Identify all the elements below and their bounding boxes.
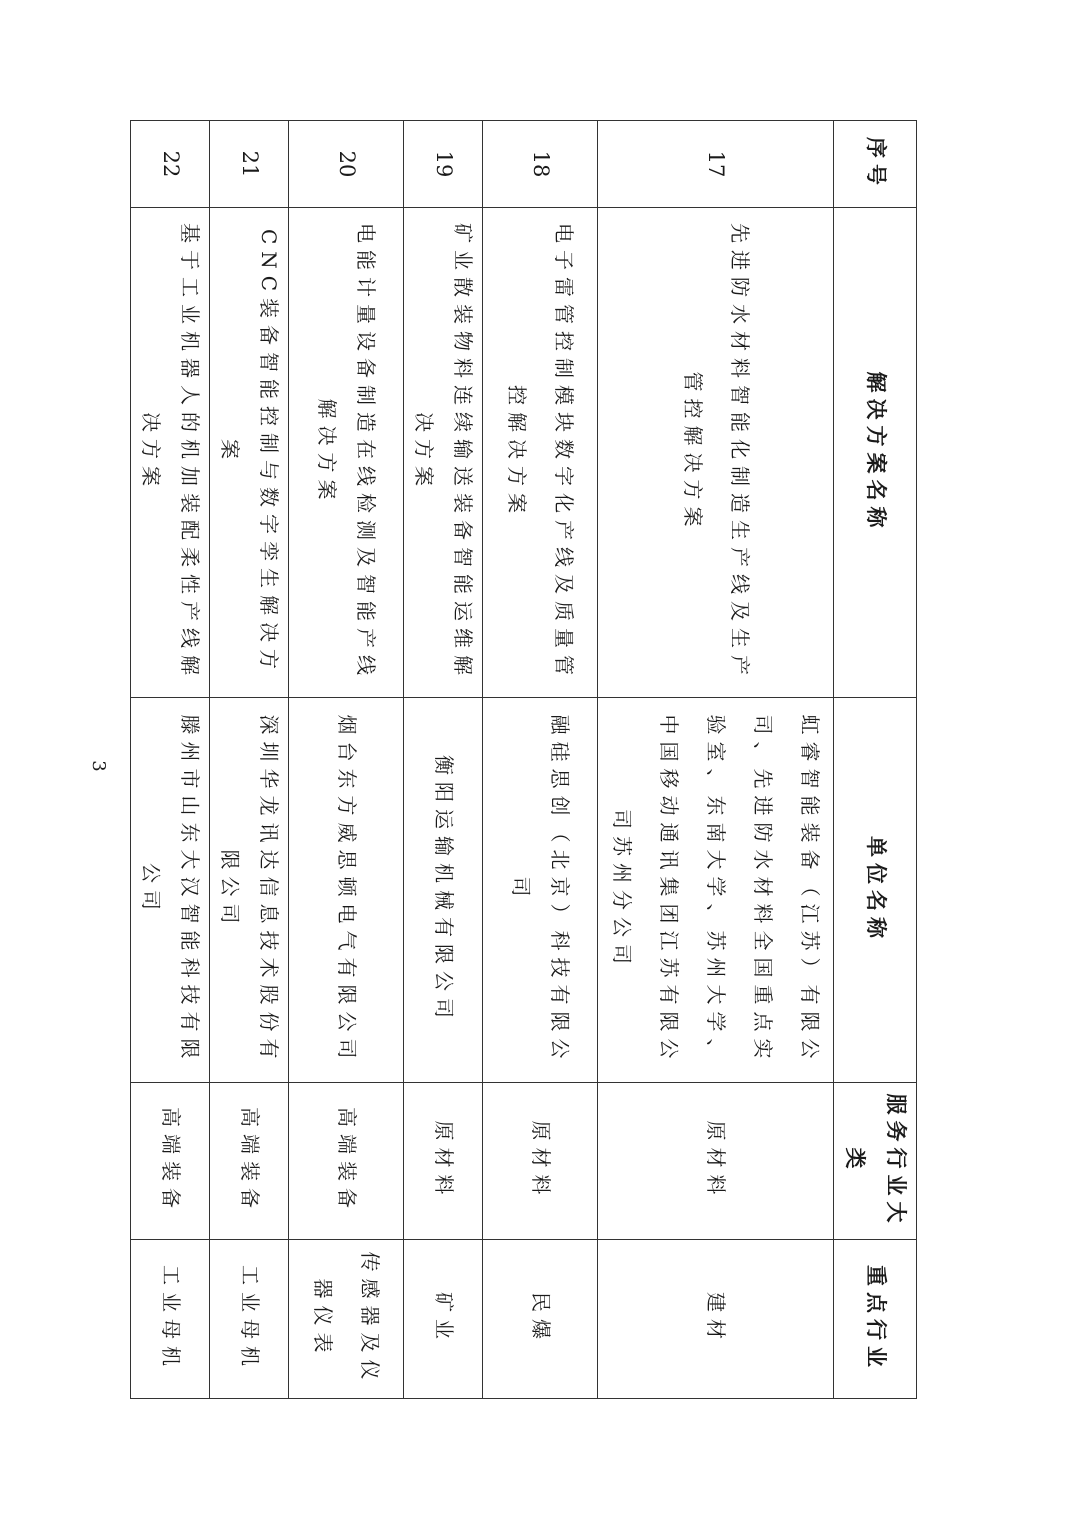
cell-org: 深圳华龙讯达信息技术股份有限公司 xyxy=(210,698,289,1083)
cell-category: 原材料 xyxy=(483,1083,598,1240)
rotated-table xyxy=(139,120,917,1398)
table-row xyxy=(404,121,483,1399)
cell-no: 20 xyxy=(289,121,404,208)
cell-org: 虹睿智能装备（江苏）有限公司、先进防水材料全国重点实验室、东南大学、苏州大学、中国移动通讯集团江苏有限公司苏州分公司 xyxy=(598,698,834,1083)
cell-industry: 民爆 xyxy=(483,1240,598,1399)
cell-industry: 工业母机 xyxy=(131,1240,210,1399)
cell-industry: 工业母机 xyxy=(210,1240,289,1399)
cell-category: 高端装备 xyxy=(289,1083,404,1240)
cell-no: 17 xyxy=(598,121,834,208)
cell-category: 原材料 xyxy=(404,1083,483,1240)
cell-category: 高端装备 xyxy=(131,1083,210,1240)
table-row xyxy=(598,121,834,1399)
cell-no: 18 xyxy=(483,121,598,208)
cell-no: 22 xyxy=(131,121,210,208)
cell-no: 19 xyxy=(404,121,483,208)
table-row xyxy=(131,121,210,1399)
cell-category: 原材料 xyxy=(598,1083,834,1240)
table-row xyxy=(210,121,289,1399)
cell-solution: 先进防水材料智能化制造生产线及生产管控解决方案 xyxy=(598,208,834,698)
page-number: 3 xyxy=(88,760,109,772)
table-row xyxy=(289,121,404,1399)
cell-category: 高端装备 xyxy=(210,1083,289,1240)
cell-solution: 矿业散装物料连续输送装备智能运维解决方案 xyxy=(404,208,483,698)
table-row xyxy=(483,121,598,1399)
cell-org: 烟台东方威思顿电气有限公司 xyxy=(289,698,404,1083)
cell-solution: 电能计量设备制造在线检测及智能产线解决方案 xyxy=(289,208,404,698)
cell-no: 21 xyxy=(210,121,289,208)
cell-industry: 传感器及仪器仪表 xyxy=(289,1240,404,1399)
header-category: 服务行业大类 xyxy=(834,1083,917,1240)
cell-industry: 矿业 xyxy=(404,1240,483,1399)
cell-solution: CNC装备智能控制与数字孪生解决方案 xyxy=(210,208,289,698)
cell-industry: 建材 xyxy=(598,1240,834,1399)
solutions-table xyxy=(130,120,917,1399)
cell-solution: 基于工业机器人的机加装配柔性产线解决方案 xyxy=(131,208,210,698)
cell-solution: 电子雷管控制模块数字化产线及质量管控解决方案 xyxy=(483,208,598,698)
cell-org: 滕州市山东大汉智能科技有限公司 xyxy=(131,698,210,1083)
table-header-row xyxy=(834,121,917,1399)
header-no: 序号 xyxy=(834,121,917,208)
header-solution: 解决方案名称 xyxy=(834,208,917,698)
header-org: 单位名称 xyxy=(834,698,917,1083)
cell-org: 融硅思创（北京）科技有限公司 xyxy=(483,698,598,1083)
cell-org: 衡阳运输机械有限公司 xyxy=(404,698,483,1083)
header-industry: 重点行业 xyxy=(834,1240,917,1399)
